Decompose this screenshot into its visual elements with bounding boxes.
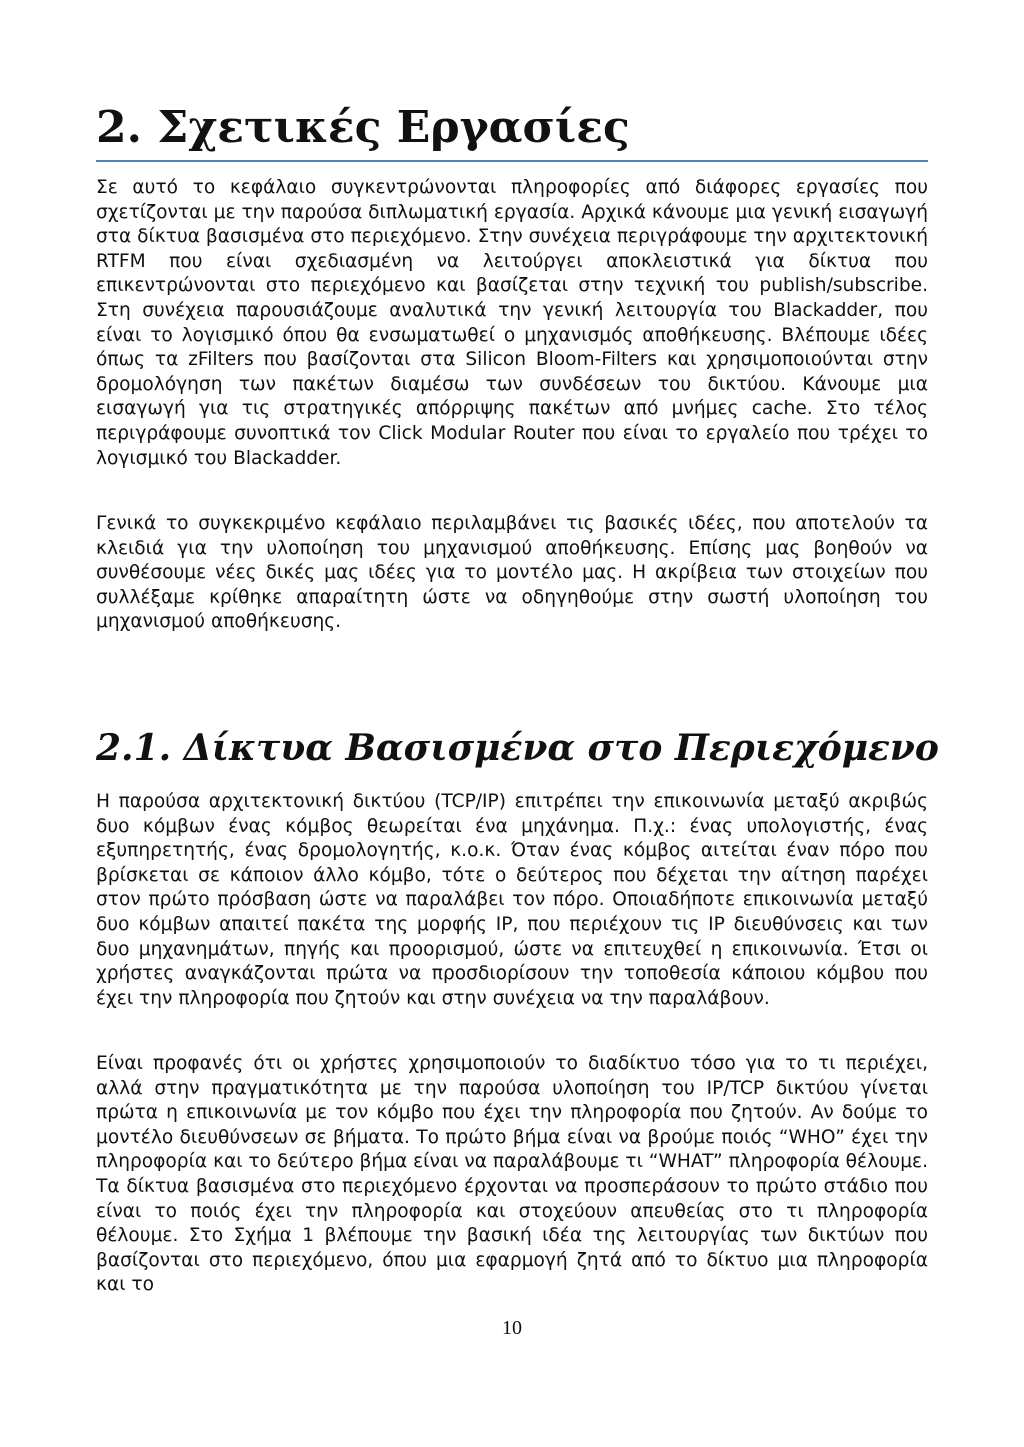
subsection-paragraph-2: Είναι προφανές ότι οι χρήστες χρησιμοποιούν το διαδίκτυο τόσο για το τι περιέχει, αλλά στην πραγματικότητα με την παρούσα υλοποίηση του IP/TCP δικτύου γίνεται πρώτα η επικοινωνία με τον κόμβο που έχει την πληροφορία που ζητούν. Αν δούμε το μοντέλο διευθύνσεων σε βήματα. Το πρώτο βήμα είναι να βρούμε ποιός “WHO” έχει την πληροφορία και το δεύτερο βήμα είναι να παραλάβουμε τι “WHAT” πληροφορία θέλουμε. Τα δίκτυα βασισμένα στο περιεχόμενο έρχονται να προσπεράσουν το πρώτο στάδιο που είναι το ποιός έχει την πληροφορία και στοχεύουν απευθείας στο τι πληροφορία θέλουμε. Στο Σχήμα 1 βλέπουμε την βασική ιδέα της λειτουργίας των δικτύων που βασίζονται στο περιεχόμενο, όπου μια εφαρμογή ζητά από το δίκτυο μια πληροφορία και το bbox=[96, 1053, 929, 1296]
heading-underline bbox=[96, 160, 928, 162]
section-paragraph-1: Σε αυτό το κεφάλαιο συγκεντρώνονται πληροφορίες από διάφορες εργασίες που σχετίζονται με την παρούσα διπλωματική εργασία. Αρχικά κάνουμε μια γενική εισαγωγή στα δίκτυα βασισμένα στο περιεχόμενο. Στην συνέχεια περιγράφουμε την αρχιτεκτονική RTFM που είναι σχεδιασμένη να λειτούργει αποκλειστικά για δίκτυα που επικεντρώνονται στο περιεχόμενο και βασίζεται στην τεχνική του publish/subscribe. Στη συνέχεια παρουσιάζουμε αναλυτικά την γενική λειτουργία του Blackadder, που είναι το λογισμικό όπου θα ενσωματωθεί ο μηχανισμός αποθήκευσης. Βλέπουμε ιδέες όπως τα zFilters που βασίζονται στα Silicon Bloom-Filters και χρησιμοποιούνται στην δρομολόγηση των πακέτων διαμέσω των συνδέσεων του δικτύου. Κάνουμε μια εισαγωγή για τις στρατηγικές απόρριψης πακέτων από μνήμες cache. Στο τέλος περιγράφουμε συνοπτικά τον Click Modular Router που είναι το εργαλείο που τρέχει το λογισμικό του Blackadder. bbox=[96, 177, 928, 469]
section-paragraph-2: Γενικά το συγκεκριμένο κεφάλαιο περιλαμβάνει τις βασικές ιδέες, που αποτελούν τα κλειδιά για την υλοποίηση του μηχανισμού αποθήκευσης. Επίσης μας βοηθούν να συνθέσουμε νέες δικές μας ιδέες για το μοντέλο μας. Η ακρίβεια των στοιχείων που συλλέξαμε κρίθηκε απαραίτητη ώστε να οδηγηθούμε στην σωστή υλοποίηση του μηχανισμού αποθήκευσης. bbox=[96, 513, 928, 633]
subsection-heading: 2.1. Δίκτυα Βασισμένα στο Περιεχόμενο bbox=[96, 727, 939, 769]
subsection-paragraph-1: Η παρούσα αρχιτεκτονική δικτύου (TCP/IP) επιτρέπει την επικοινωνία μεταξύ ακριβώς δυο κόμβων ένας κόμβος θεωρείται ένα μηχάνημα. Π.χ.: ένας υπολογιστής, ένας εξυπηρετητής, ένας δρομολογητής, κ.ο.κ. Όταν ένας κόμβος αιτείται έναν πόρο που βρίσκεται σε κάποιον άλλο κόμβο, τότε ο δεύτερος που δέχεται την αίτηση παρέχει στον πρώτο πρόσβαση ώστε να παραλάβει τον πόρο. Οποιαδήποτε επικοινωνία μεταξύ δυο κόμβων απαιτεί πακέτα της μορφής IP, που περιέχουν τις IP διευθύνσεις και των δυο μηχανημάτων, πηγής και προορισμού, ώστε να επιτευχθεί η επικοινωνία. Έτσι οι χρήστες αναγκάζονται πρώτα να προσδιορίσουν την τοποθεσία κάποιου κόμβου που έχει την πληροφορία που ζητούν και στην συνέχεια να την παραλάβουν. bbox=[96, 791, 928, 1009]
section-heading: 2. Σχετικές Εργασίες bbox=[96, 102, 630, 153]
page-number: 10 bbox=[502, 1317, 522, 1339]
